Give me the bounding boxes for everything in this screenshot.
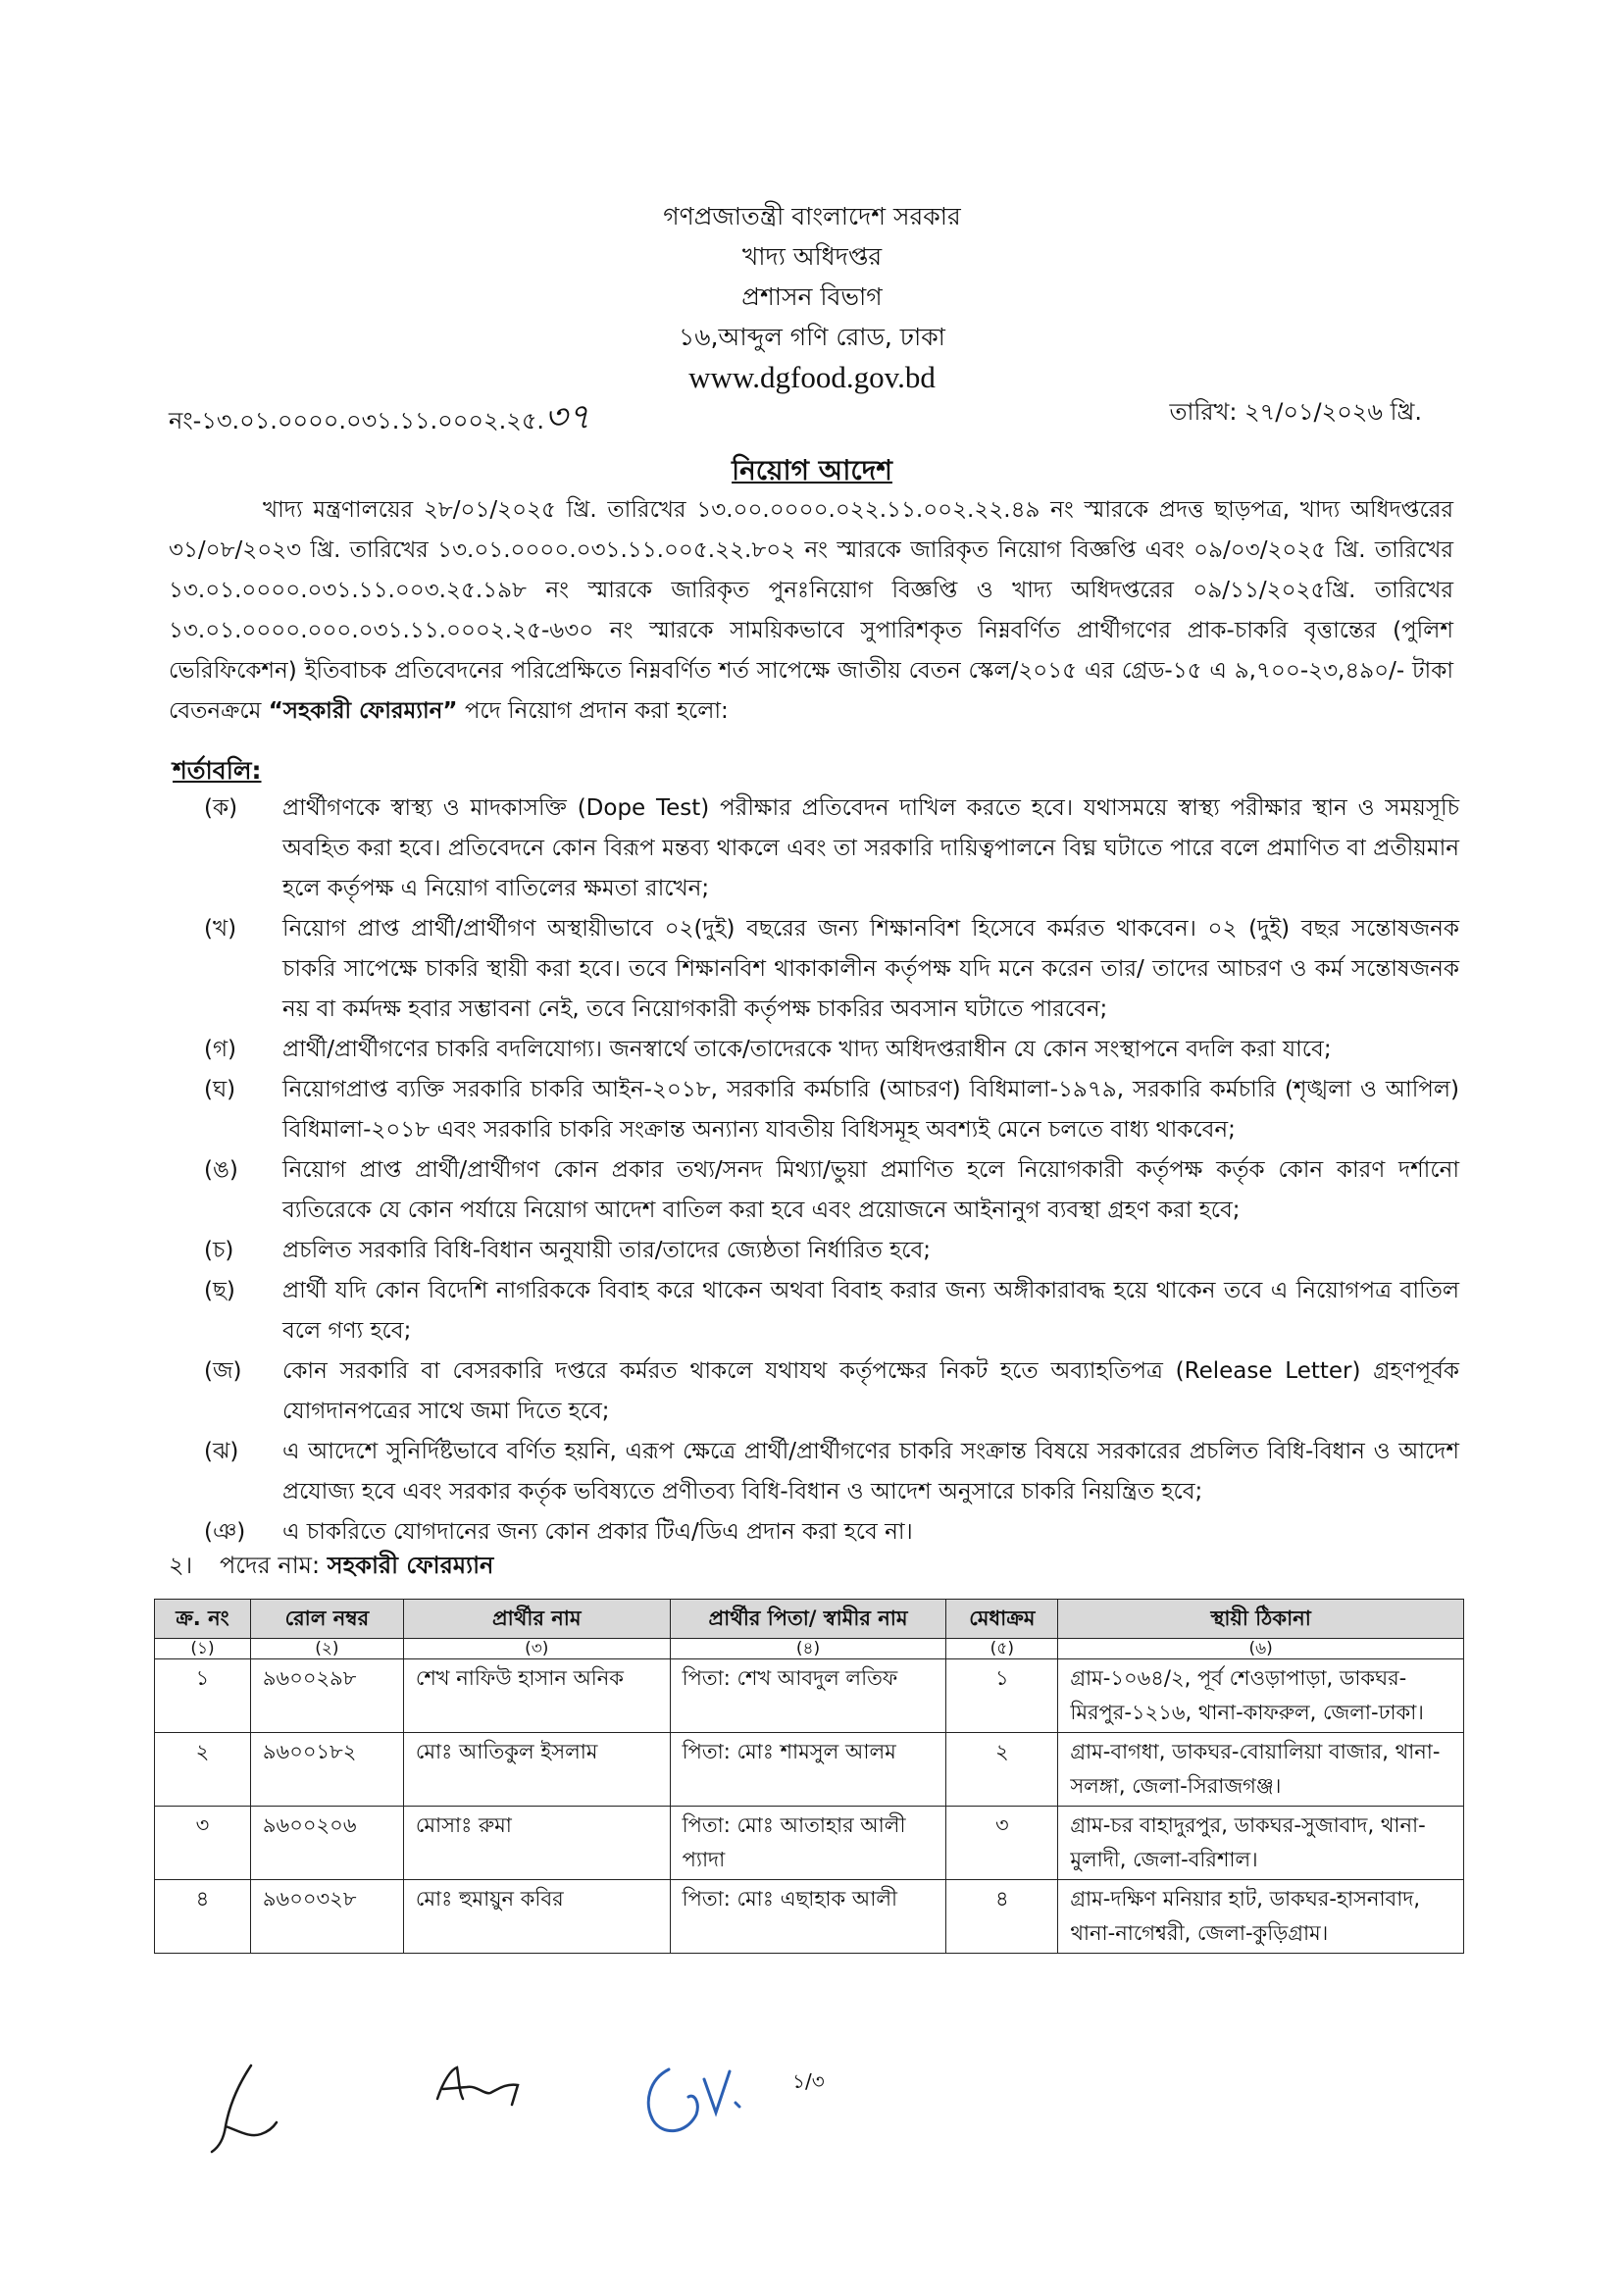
condition-item bbox=[204, 1432, 1459, 1512]
condition-item bbox=[204, 909, 1459, 1030]
condition-label: (খ) bbox=[204, 916, 237, 942]
condition-item bbox=[204, 1030, 1459, 1070]
table-row bbox=[155, 1659, 1464, 1733]
memo-number bbox=[169, 390, 590, 449]
condition-text: প্রচলিত সরকারি বিধি-বিধান অনুযায়ী তার/তাদের জ্যেষ্ঠতা নির্ধারিত হবে; bbox=[282, 1238, 932, 1263]
memo-row bbox=[169, 390, 1422, 437]
condition-item bbox=[204, 789, 1459, 909]
table-row bbox=[155, 1880, 1464, 1954]
letterhead-government: গণপ্রজাতন্ত্রী বাংলাদেশ সরকার bbox=[663, 202, 961, 230]
column-number: (১) bbox=[155, 1639, 251, 1659]
memo-date: তারিখ: ২৭/০১/২০২৬ খ্রি. bbox=[1169, 398, 1422, 426]
page-number: ১/৩ bbox=[792, 2069, 825, 2093]
condition-label: (গ) bbox=[204, 1037, 237, 1062]
cell-serial: ৩ bbox=[155, 1807, 251, 1880]
cell-name: মোঃ হুমায়ুন কবির bbox=[403, 1880, 670, 1954]
header-roll: রোল নম্বর bbox=[250, 1600, 403, 1639]
cell-roll: ৯৬০০৩২৮ bbox=[250, 1880, 403, 1954]
condition-text: প্রার্থীগণকে স্বাস্থ্য ও মাদকাসক্তি (Dope Test) পরীক্ষার প্রতিবেদন দাখিল করতে হবে। যথাসময়ে স্বাস্থ্য পরীক্ষার স্থান ও সময়সূচি অবহিত করা হবে। প্রতিবেদনে কোন বিরূপ মন্তব্য থাকলে এবং তা সরকারি দায়িত্বপালনে বিঘ্ন ঘটাতে পারে বলে প্রমাণিত বা প্রতীয়মান হলে কর্তৃপক্ষ এ নিয়োগ বাতিলের ক্ষমতা রাখেন; bbox=[282, 795, 1459, 901]
letterhead-website: www.dgfood.gov.bd bbox=[688, 360, 936, 394]
condition-text: নিয়োগপ্রাপ্ত ব্যক্তি সরকারি চাকরি আইন-২০১৮, সরকারি কর্মচারি (আচরণ) বিধিমালা-১৯৭৯, সরকারি কর্মচারি (শৃঙ্খলা ও আপিল) বিধিমালা-২০১৮ এবং সরকারি চাকরি সংক্রান্ত অন্যান্য যাবতীয় বিধিসমূহ অবশ্যই মেনে চলতে বাধ্য থাকবেন; bbox=[282, 1077, 1459, 1143]
condition-item bbox=[204, 1512, 1459, 1553]
cell-father: পিতা: মোঃ এছাহাক আলী bbox=[670, 1880, 946, 1954]
intro-post-name: “সহকারী ফোরম্যান” bbox=[268, 698, 458, 724]
intro-text-after: পদে নিয়োগ প্রদান করা হলো: bbox=[464, 698, 729, 724]
cell-father: পিতা: শেখ আবদুল লতিফ bbox=[670, 1659, 946, 1733]
cell-serial: ১ bbox=[155, 1659, 251, 1733]
table-row bbox=[155, 1807, 1464, 1880]
letterhead-division: প্রশাসন বিভাগ bbox=[741, 282, 883, 311]
condition-label: (ছ) bbox=[204, 1278, 235, 1303]
cell-serial: ৪ bbox=[155, 1880, 251, 1954]
cell-roll: ৯৬০০১৮২ bbox=[250, 1733, 403, 1807]
cell-address: গ্রাম-চর বাহাদুরপুর, ডাকঘর-সুজাবাদ, থানা-মুলাদী, জেলা-বরিশাল। bbox=[1058, 1807, 1464, 1880]
cell-father: পিতা: মোঃ শামসুল আলম bbox=[670, 1733, 946, 1807]
header-father-name: প্রার্থীর পিতা/ স্বামীর নাম bbox=[670, 1600, 946, 1639]
condition-text: নিয়োগ প্রাপ্ত প্রার্থী/প্রার্থীগণ কোন প্রকার তথ্য/সনদ মিথ্যা/ভুয়া প্রমাণিত হলে নিয়োগকারী কর্তৃপক্ষ কর্তৃক কোন কারণ দর্শানো ব্যতিরেকে যে কোন পর্যায়ে নিয়োগ আদেশ বাতিল করা হবে এবং প্রয়োজনে আইনানুগ ব্যবস্থা গ্রহণ করা হবে; bbox=[282, 1157, 1459, 1223]
post-name-value: সহকারী ফোরম্যান bbox=[327, 1552, 494, 1579]
condition-label: (ঞ) bbox=[204, 1519, 246, 1545]
condition-text: এ আদেশে সুনির্দিষ্টভাবে বর্ণিত হয়নি, এরূপ ক্ষেত্রে প্রার্থী/প্রার্থীগণের চাকরি সংক্রান্ত বিষয়ে সরকারের প্রচলিত বিধি-বিধান ও আদেশ প্রযোজ্য হবে এবং সরকার কর্তৃক ভবিষ্যতে প্রণীতব্য বিধি-বিধান ও আদেশ অনুসারে চাকরি নিয়ন্ত্রিত হবে; bbox=[282, 1439, 1459, 1504]
condition-text: নিয়োগ প্রাপ্ত প্রার্থী/প্রার্থীগণ অস্থায়ীভাবে ০২(দুই) বছরের জন্য শিক্ষানবিশ হিসেবে কর্মরত থাকবেন। ০২ (দুই) বছর সন্তোষজনক চাকরি সাপেক্ষে চাকরি স্থায়ী করা হবে। তবে শিক্ষানবিশ থাকাকালীন কর্তৃপক্ষ যদি মনে করেন তার/ তাদের আচরণ ও কর্ম সন্তোষজনক নয় বা কর্মদক্ষ হবার সম্ভাবনা নেই, তবে নিয়োগকারী কর্তৃপক্ষ চাকরির অবসান ঘটাতে পারবেন; bbox=[282, 916, 1459, 1022]
cell-name: শেখ নাফিউ হাসান অনিক bbox=[403, 1659, 670, 1733]
cell-address: গ্রাম-১০৬৪/২, পূর্ব শেওড়াপাড়া, ডাকঘর-মিরপুর-১২১৬, থানা-কাফরুল, জেলা-ঢাকা। bbox=[1058, 1659, 1464, 1733]
header-candidate-name: প্রার্থীর নাম bbox=[403, 1600, 670, 1639]
condition-label: (ঘ) bbox=[204, 1077, 236, 1102]
condition-text: কোন সরকারি বা বেসরকারি দপ্তরে কর্মরত থাকলে যথাযথ কর্তৃপক্ষের নিকট হতে অব্যাহতিপত্র (Release Letter) গ্রহণপূর্বক যোগদানপত্রের সাথে জমা দিতে হবে; bbox=[282, 1358, 1459, 1424]
condition-text: এ চাকরিতে যোগদানের জন্য কোন প্রকার টিএ/ডিএ প্রদান করা হবে না। bbox=[282, 1519, 913, 1545]
condition-text: প্রার্থী/প্রার্থীগণের চাকরি বদলিযোগ্য। জনস্বার্থে তাকে/তাদেরকে খাদ্য অধিদপ্তরাধীন যে কোন সংস্থাপনে বদলি করা যাবে; bbox=[282, 1037, 1332, 1062]
condition-item bbox=[204, 1351, 1459, 1432]
cell-father: পিতা: মোঃ আতাহার আলী প্যাদা bbox=[670, 1807, 946, 1880]
header-merit: মেধাক্রম bbox=[946, 1600, 1058, 1639]
signature-3 bbox=[639, 2052, 767, 2140]
post-name-label: পদের নাম: bbox=[220, 1552, 321, 1579]
condition-label: (চ) bbox=[204, 1238, 234, 1263]
column-number: (৩) bbox=[403, 1639, 670, 1659]
condition-item bbox=[204, 1231, 1459, 1271]
column-number: (৬) bbox=[1058, 1639, 1464, 1659]
cell-merit: ১ bbox=[946, 1659, 1058, 1733]
cell-name: মোঃ আতিকুল ইসলাম bbox=[403, 1733, 670, 1807]
condition-label: (জ) bbox=[204, 1358, 242, 1384]
header-serial: ক্র. নং bbox=[155, 1600, 251, 1639]
condition-item bbox=[204, 1271, 1459, 1351]
table-row bbox=[155, 1733, 1464, 1807]
cell-merit: ৪ bbox=[946, 1880, 1058, 1954]
column-number: (২) bbox=[250, 1639, 403, 1659]
cell-roll: ৯৬০০২০৬ bbox=[250, 1807, 403, 1880]
condition-text: প্রার্থী যদি কোন বিদেশি নাগরিককে বিবাহ করে থাকেন অথবা বিবাহ করার জন্য অঙ্গীকারাবদ্ধ হয়ে থাকেন তবে এ নিয়োগপত্র বাতিল বলে গণ্য হবে; bbox=[282, 1278, 1459, 1344]
condition-label: (ঙ) bbox=[204, 1157, 238, 1183]
letterhead-directorate: খাদ্য অধিদপ্তর bbox=[741, 242, 883, 271]
cell-merit: ২ bbox=[946, 1733, 1058, 1807]
cell-merit: ৩ bbox=[946, 1807, 1058, 1880]
post-name-line bbox=[169, 1548, 493, 1587]
column-number: (৪) bbox=[670, 1639, 946, 1659]
letterhead-address: ১৬,আব্দুল গণি রোড, ঢাকা bbox=[679, 323, 945, 351]
section-number: ২। bbox=[169, 1552, 193, 1579]
conditions-list bbox=[204, 789, 1459, 1553]
memo-number-handwritten: ৩৭ bbox=[544, 397, 590, 437]
cell-roll: ৯৬০০২৯৮ bbox=[250, 1659, 403, 1733]
condition-label: (ঝ) bbox=[204, 1439, 239, 1464]
conditions-heading: শর্তাবলি: bbox=[173, 756, 262, 785]
memo-number-text: নং-১৩.০১.০০০০.০৩১.১১.০০০২.২৫. bbox=[169, 407, 545, 434]
letterhead bbox=[0, 196, 1624, 397]
cell-name: মোসাঃ রুমা bbox=[403, 1807, 670, 1880]
signature-1 bbox=[204, 2058, 282, 2156]
column-number: (৫) bbox=[946, 1639, 1058, 1659]
table-header-row bbox=[155, 1600, 1464, 1639]
condition-item bbox=[204, 1070, 1459, 1150]
cell-address: গ্রাম-বাগধা, ডাকঘর-বোয়ালিয়া বাজার, থানা-সলঙ্গা, জেলা-সিরাজগঞ্জ। bbox=[1058, 1733, 1464, 1807]
signature-2 bbox=[430, 2060, 547, 2118]
condition-item bbox=[204, 1150, 1459, 1231]
header-address: স্থায়ী ঠিকানা bbox=[1058, 1600, 1464, 1639]
condition-label: (ক) bbox=[204, 795, 238, 821]
cell-serial: ২ bbox=[155, 1733, 251, 1807]
intro-text-before: খাদ্য মন্ত্রণালয়ের ২৮/০১/২০২৫ খ্রি. তারিখের ১৩.০০.০০০০.০২২.১১.০০২.২২.৪৯ নং স্মারকে প্রদত্ত ছাড়পত্র, খাদ্য অধিদপ্তরের ৩১/০৮/২০২৩ খ্রি. তারিখের ১৩.০১.০০০০.০৩১.১১.০০৫.২২.৮০২ নং স্মারকে জারিকৃত নিয়োগ বিজ্ঞপ্তি এবং ০৯/০৩/২০২৫ খ্রি. তারিখের ১৩.০১.০০০০.০৩১.১১.০০৩.২৫.১৯৮ নং স্মারকে জারিকৃত পুনঃনিয়োগ বিজ্ঞপ্তি ও খাদ্য অধিদপ্তরের ০৯/১১/২০২৫খ্রি. তারিখের ১৩.০১.০০০০.০০০.০৩১.১১.০০০২.২৫-৬৩০ নং স্মারকে সাময়িকভাবে সুপারিশকৃত নিম্নবর্ণিত প্রার্থীগণের প্রাক-চাকরি বৃত্তান্তের (পুলিশ ভেরিফিকেশন) ইতিবাচক প্রতিবেদনের পরিপ্রেক্ষিতে নিম্নবর্ণিত শর্ত সাপেক্ষে জাতীয় বেতন স্কেল/২০১৫ এর গ্রেড-১৫ এ ৯,৭০০-২৩,৪৯০/- টাকা বেতনক্রমে bbox=[169, 497, 1453, 724]
column-number-row bbox=[155, 1639, 1464, 1659]
cell-address: গ্রাম-দক্ষিণ মনিয়ার হাট, ডাকঘর-হাসনাবাদ, থানা-নাগেশ্বরী, জেলা-কুড়িগ্রাম। bbox=[1058, 1880, 1464, 1954]
document-title: নিয়োগ আদেশ bbox=[732, 454, 892, 486]
candidates-table bbox=[154, 1599, 1464, 1954]
intro-paragraph bbox=[169, 490, 1453, 732]
